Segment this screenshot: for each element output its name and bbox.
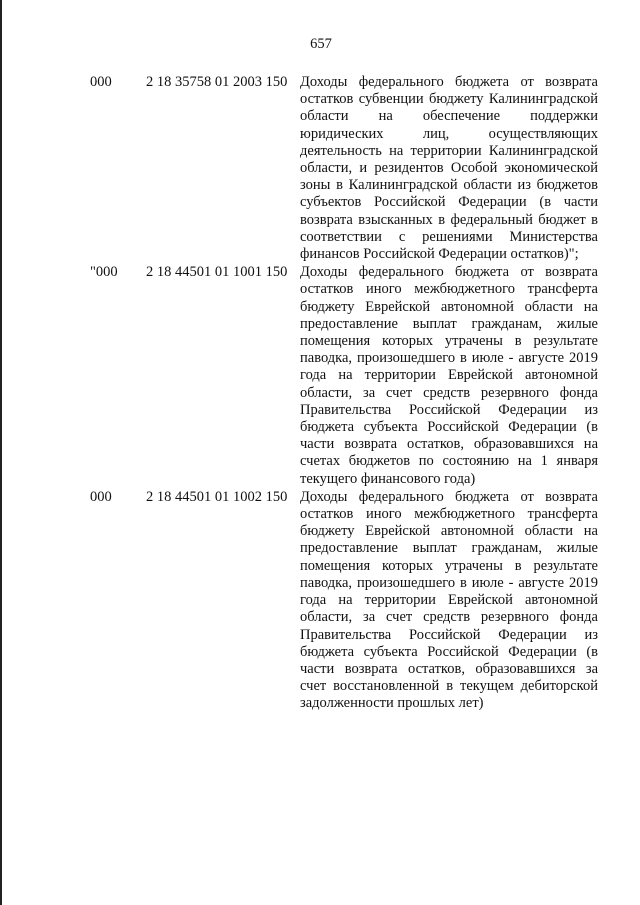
admin-code: 000 — [90, 488, 112, 505]
admin-code: "000 — [90, 264, 118, 281]
budget-code-table — [90, 74, 605, 714]
admin-code: 000 — [90, 74, 112, 90]
table-row — [90, 489, 605, 713]
table-row — [90, 264, 605, 488]
page-number: 657 — [310, 36, 332, 52]
budget-classification-code: 2 18 44501 01 1002 150 — [146, 488, 288, 505]
income-description: Доходы федерального бюджета от возврата остатков субвенции бюджету Калининградской области на обеспечение поддержки юридических лиц, осуществляющих деятельность на территории Калининградской области, и резидентов Особой экономической зоны в Калининградской области из бюджетов субъектов Российской Федерации (в части возврата взысканных в федеральный бюджет в соответствии с решениями Министерства финансов Российской Федерации остатков)"; — [300, 74, 598, 263]
income-description: Доходы федерального бюджета от возврата остатков иного межбюджетного трансферта бюджету Еврейской автономной области на предоставление выплат гражданам, жилые помещения которых утрачены в результате паводка, произошедшего в июле - августе 2019 года на территории Еврейской автономной области, за счет средств резервного фонда Правительства Российской Федерации из бюджета субъекта Российской Федерации (в части возврата остатков, образовавшихся за счет восстановленной в текущем дебиторской задолженности прошлых лет) — [300, 488, 598, 712]
budget-classification-code: 2 18 44501 01 1001 150 — [146, 264, 288, 281]
income-description: Доходы федерального бюджета от возврата остатков иного межбюджетного трансферта бюджету Еврейской автономной области на предоставление выплат гражданам, жилые помещения которых утрачены в результате паводка, произошедшего в июле - августе 2019 года на территории Еврейской автономной области, за счет средств резервного фонда Правительства Российской Федерации из бюджета субъекта Российской Федерации (в части возврата остатков, образовавшихся на счетах бюджетов по состоянию на 1 января текущего финансового года) — [300, 264, 598, 487]
table-row — [90, 74, 605, 263]
budget-classification-code: 2 18 35758 01 2003 150 — [146, 74, 288, 90]
